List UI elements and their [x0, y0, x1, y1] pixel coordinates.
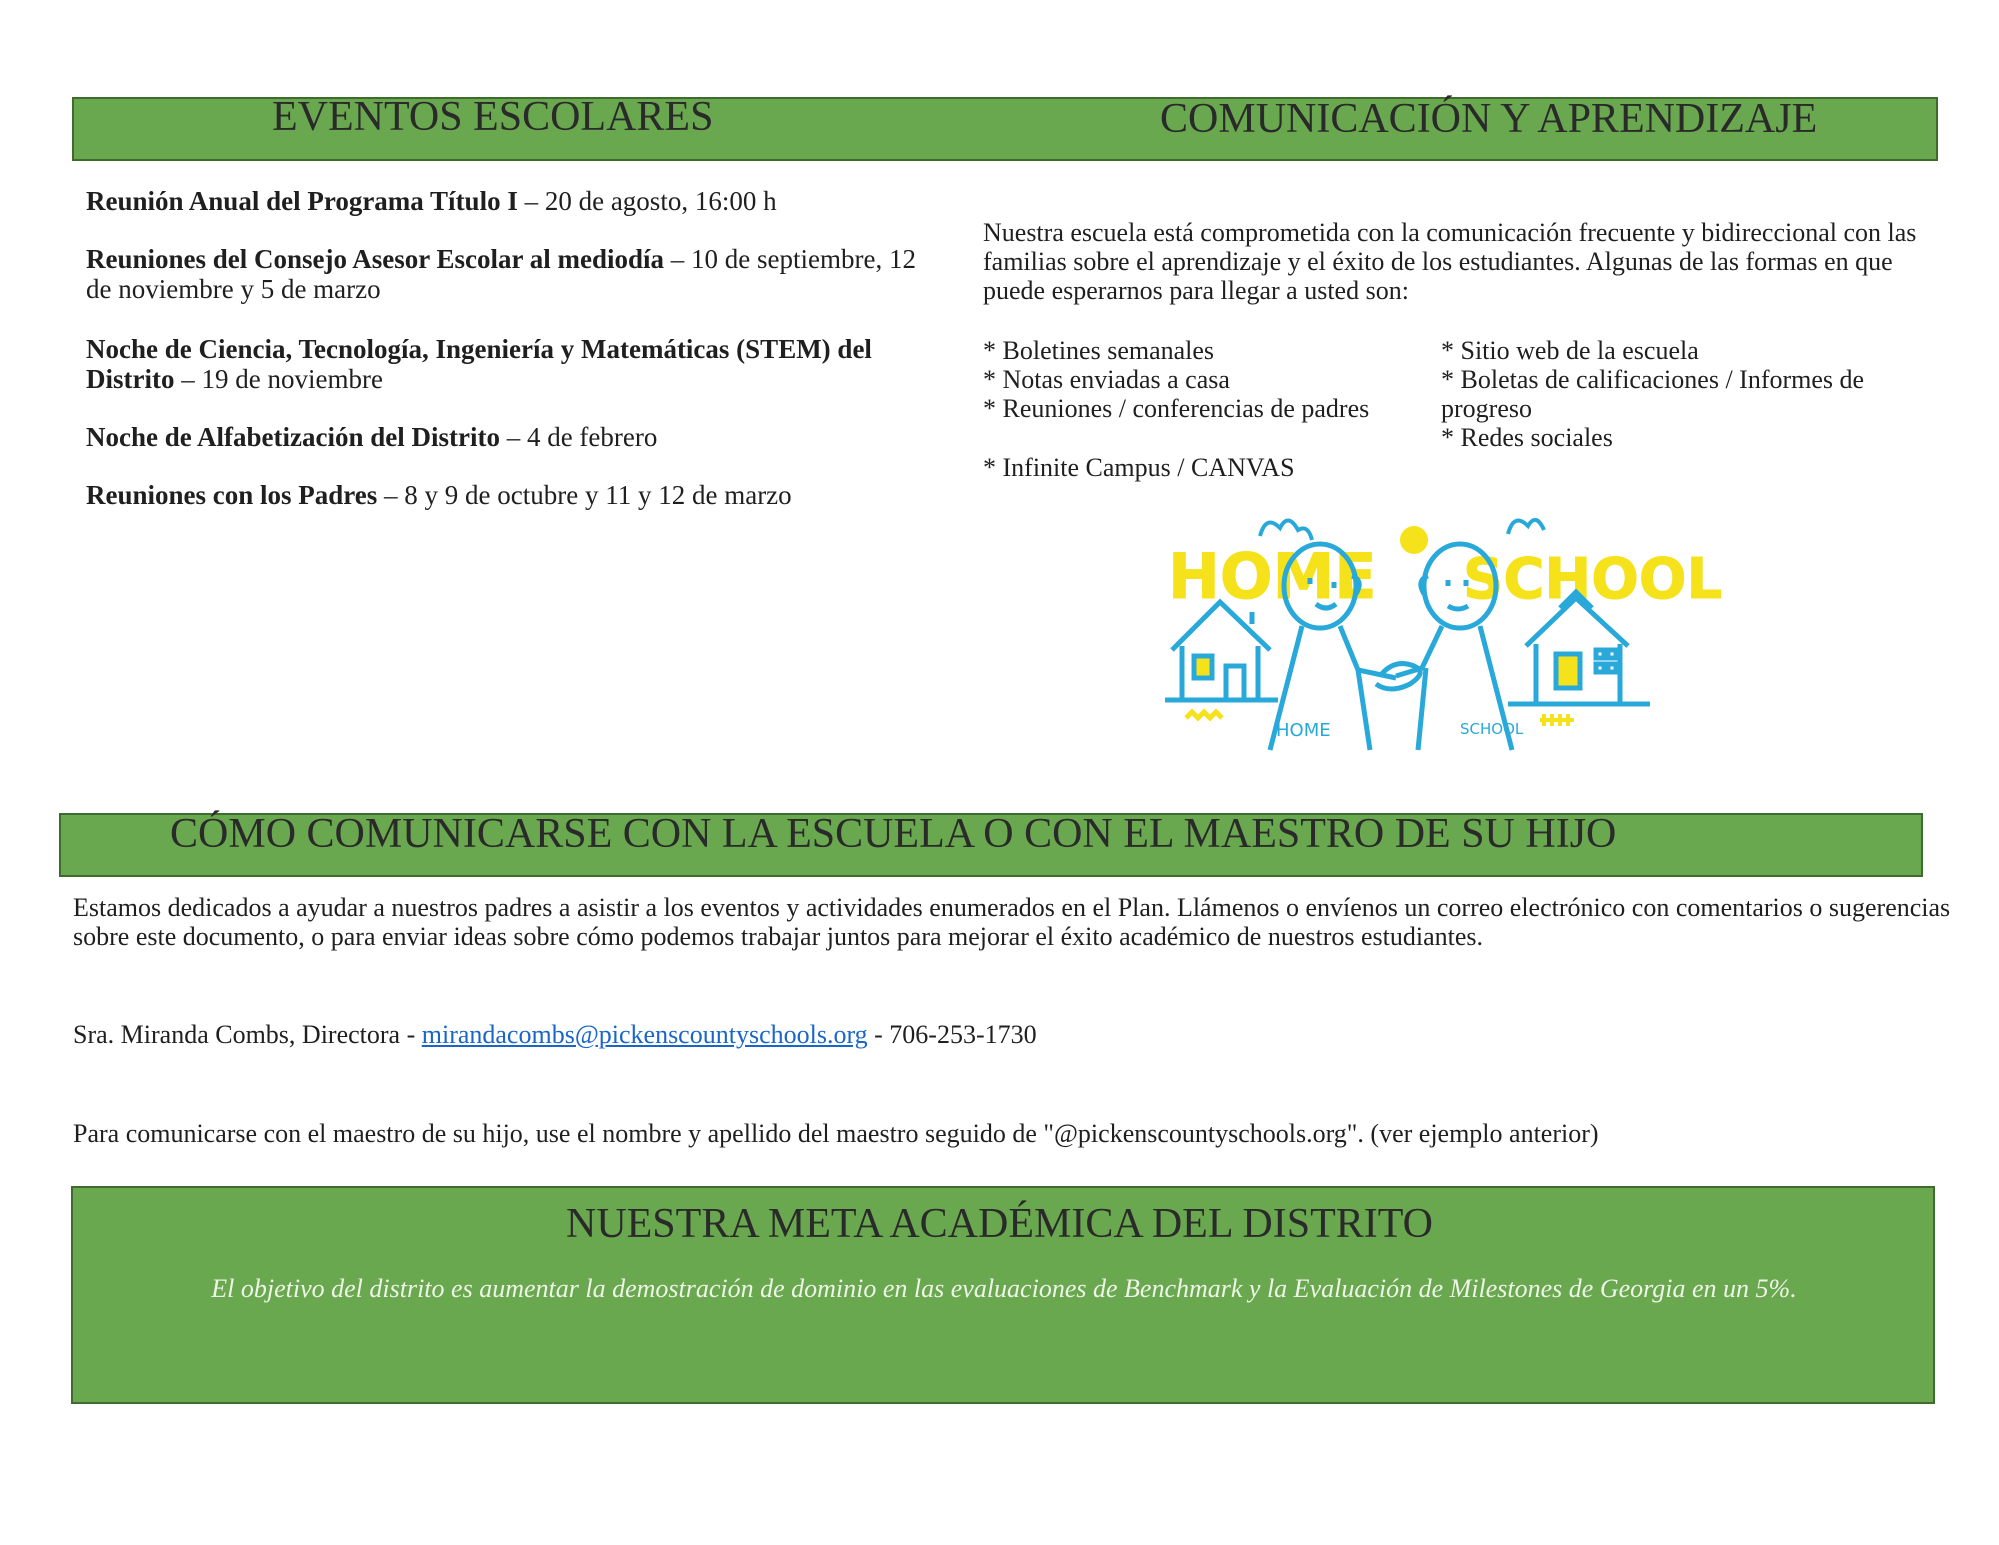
event-date: – 10 de septiembre, 12 de noviembre y 5 de marzo — [86, 244, 916, 304]
contact-paragraph: Estamos dedicados a ayudar a nuestros padres a asistir a los eventos y actividades enumerados en el Plan. Llámenos o envíenos un correo electrónico con comentarios o sugerencias sobre este documento, o para enviar ideas sobre cómo podemos trabajar juntos para mejorar el éxito académico de nuestros estudiantes. — [73, 893, 1951, 951]
principal-contact — [73, 1020, 1573, 1049]
cloud-icon — [1260, 520, 1312, 540]
principal-phone: - 706-253-1730 — [867, 1020, 1037, 1049]
principal-name: Sra. Miranda Combs, Directora - — [73, 1020, 422, 1049]
communication-list-left — [983, 336, 1423, 423]
grass-icon — [1186, 712, 1222, 718]
school-shirt-text: SCHOOL — [1460, 720, 1524, 738]
sun-icon — [1400, 526, 1428, 554]
event-item — [86, 480, 946, 510]
list-item: * Infinite Campus / CANVAS — [983, 453, 1295, 482]
house-icon — [1172, 602, 1270, 700]
contact-heading: CÓMO COMUNICARSE CON LA ESCUELA O CON EL MAESTRO DE SU HIJO — [170, 811, 1617, 857]
principal-email-link[interactable]: mirandacombs@pickenscountyschools.org — [421, 1020, 868, 1049]
event-item — [86, 334, 966, 394]
communication-heading: COMUNICACIÓN Y APRENDIZAJE — [1160, 96, 1818, 142]
event-date: – 8 y 9 de octubre y 11 y 12 de marzo — [377, 480, 792, 510]
events-heading: EVENTOS ESCOLARES — [272, 94, 714, 140]
communication-list-right — [1441, 336, 1921, 452]
event-item — [86, 186, 946, 216]
list-item: * Redes sociales — [1441, 423, 1613, 452]
communication-intro: Nuestra escuela está comprometida con la comunicación frecuente y bidireccional con las familias sobre el aprendizaje y el éxito de los estudiantes. Algunas de las formas en que puede esperarnos para llegar a usted son: — [983, 218, 1917, 305]
event-date: – 20 de agosto, 16:00 h — [517, 186, 777, 216]
teacher-contact-instructions: Para comunicarse con el maestro de su hijo, use el nombre y apellido del maestro seguido de "@pickenscountyschools.org". (ver ejemplo anterior) — [73, 1119, 1599, 1148]
event-date: – 4 de febrero — [499, 422, 658, 452]
home-school-illustration — [1160, 500, 1723, 760]
event-item — [86, 244, 946, 304]
list-item: * Notas enviadas a casa — [983, 365, 1230, 394]
home-word: HOME — [1168, 540, 1377, 613]
list-item: * Sitio web de la escuela — [1441, 336, 1699, 365]
event-title: Noche de Alfabetización del Distrito — [86, 422, 500, 452]
home-shirt-text: HOME — [1276, 720, 1331, 741]
list-item: * Boletines semanales — [983, 336, 1215, 365]
cloud-icon — [1508, 520, 1544, 534]
list-item: * Reuniones / conferencias de padres — [983, 394, 1370, 423]
event-title: Noche de Ciencia, Tecnología, Ingeniería y Matemáticas (STEM) del Distrito — [86, 334, 872, 394]
event-title: Reunión Anual del Programa Título I — [86, 186, 518, 216]
school-word: SCHOOL — [1463, 547, 1723, 612]
goal-text: El objetivo del distrito es aumentar la demostración de dominio en las evaluaciones de Benchmark y la Evaluación de Milestones de Georgia en un 5%. — [211, 1274, 1797, 1303]
fence-icon — [1540, 714, 1574, 726]
event-title: Reuniones del Consejo Asesor Escolar al mediodía — [86, 244, 665, 274]
event-title: Reuniones con los Padres — [86, 480, 378, 510]
goal-heading: NUESTRA META ACADÉMICA DEL DISTRITO — [565, 1201, 1433, 1247]
event-item — [86, 422, 946, 452]
list-item: * Boletas de calificaciones / Informes de progreso — [1441, 365, 1865, 423]
event-date: – 19 de noviembre — [174, 364, 383, 394]
